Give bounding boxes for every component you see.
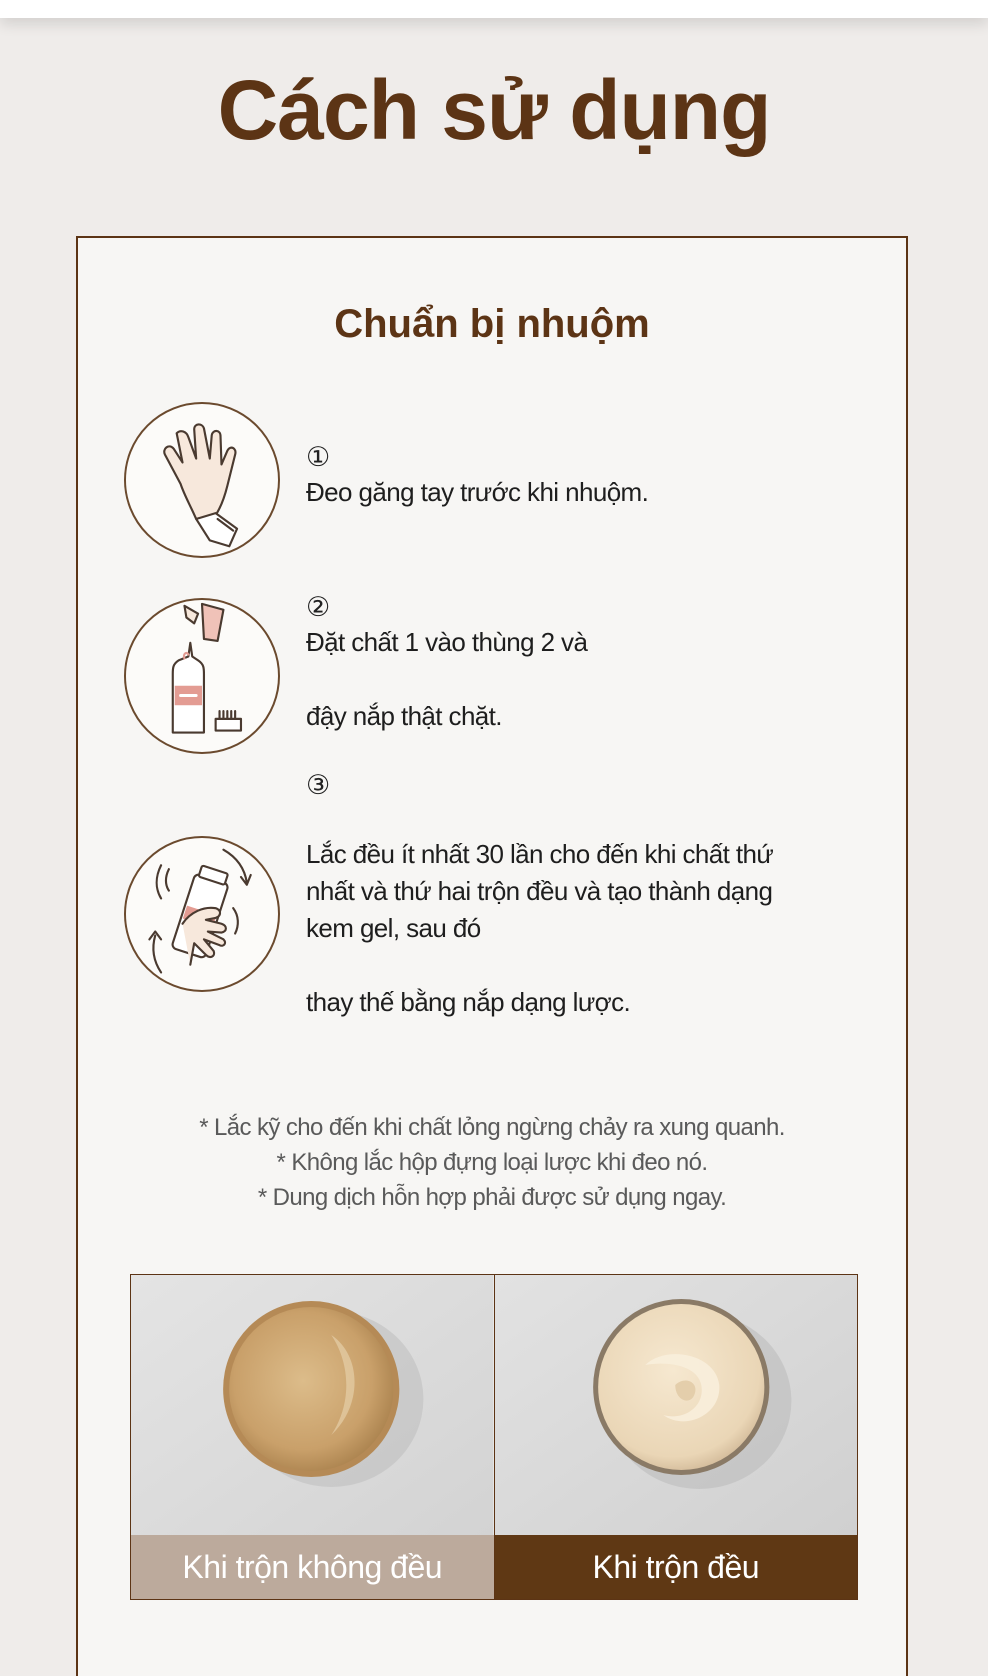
glove-hand-icon: [124, 402, 280, 558]
step-1-number: ①: [306, 442, 331, 472]
step-2-line-3: đậy nắp thật chặt.: [306, 701, 502, 731]
even-mix-caption: Khi trộn đều: [495, 1535, 858, 1599]
step-3-line-1: Lắc đều ít nhất 30 lần cho đến khi chất thứ: [306, 839, 774, 869]
step-3-number: ③: [306, 770, 331, 800]
even-mix-photo: [495, 1275, 858, 1535]
even-mix-panel: [494, 1275, 858, 1599]
step-2-line-2: [306, 661, 866, 698]
step-1-line-1: Đeo găng tay trước khi nhuộm.: [306, 477, 649, 507]
page-title: Cách sử dụng: [217, 63, 771, 157]
mix-comparison: [130, 1274, 858, 1600]
uneven-mix-caption: Khi trộn không đều: [131, 1535, 494, 1599]
step-1-text: [306, 474, 866, 511]
bottle-pour-icon: [124, 598, 280, 754]
instruction-card: [76, 236, 908, 1676]
shake-bottle-icon: [124, 836, 280, 992]
note-2: * Không lắc hộp đựng loại lược khi đeo nó.: [276, 1149, 708, 1176]
top-bar: [0, 0, 988, 18]
step-3-line-3: kem gel, sau đó: [306, 913, 481, 943]
uneven-mix-photo: [131, 1275, 494, 1535]
step-2-line-1: Đặt chất 1 vào thùng 2 và: [306, 627, 588, 657]
step-3-line-4: [306, 947, 866, 984]
note-1: * Lắc kỹ cho đến khi chất lỏng ngừng chảy ra xung quanh.: [199, 1114, 785, 1141]
uneven-mix-panel: [131, 1275, 494, 1599]
step-3-text: [306, 836, 866, 1021]
notes: [78, 1110, 906, 1215]
step-2-text: [306, 624, 866, 735]
step-3-line-2: nhất và thứ hai trộn đều và tạo thành dạng: [306, 876, 773, 906]
section-title: Chuẩn bị nhuộm: [334, 302, 650, 346]
step-2-number: ②: [306, 592, 331, 622]
note-3: * Dung dịch hỗn hợp phải được sử dụng ngay.: [257, 1184, 727, 1211]
step-3-line-5: thay thế bằng nắp dạng lược.: [306, 987, 631, 1017]
